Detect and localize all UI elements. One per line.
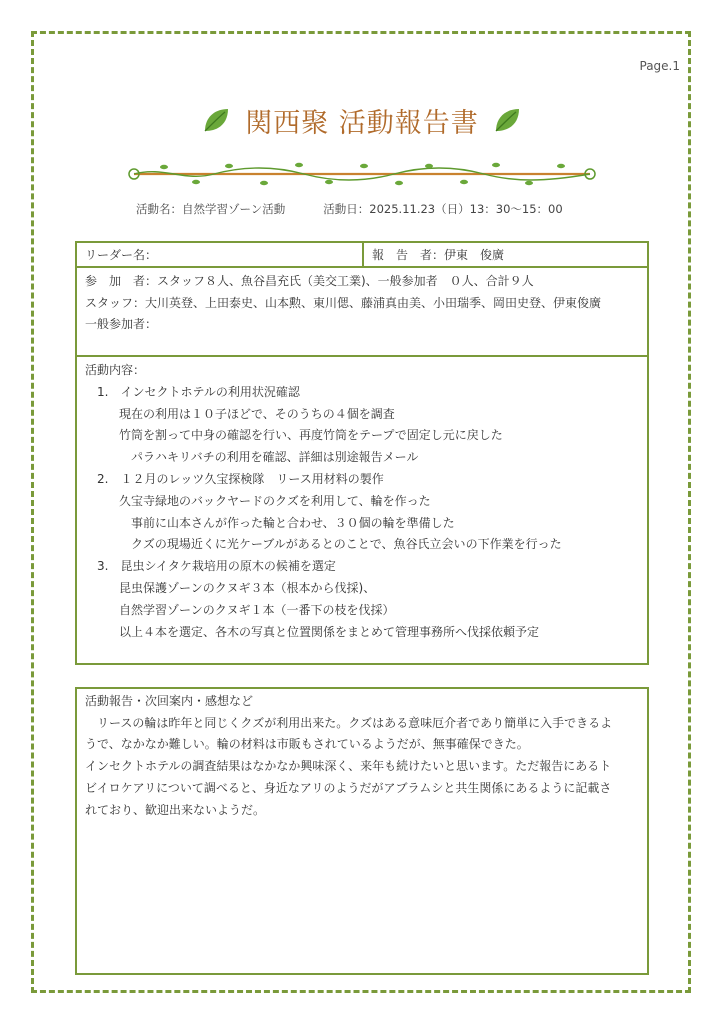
activity-box [75,241,649,665]
participants-line: 参 加 者：スタッフ８人、魚谷昌充氏（美交工業)、一般参加者 ０人、合計９人 [85,274,534,288]
leaf-icon [201,105,231,135]
activity-heading: 活動内容： [85,363,146,377]
report-line: インセクトホテルの調査結果はなかなか興味深く、来年も続けたいと思います。ただ報告にあるト [85,759,612,774]
list-item: パラハキリバチの利用を確認、詳細は別途報告メール [131,450,419,465]
list-item: 3. 昆虫シイタケ栽培用の原木の候補を選定 [97,559,336,574]
general-participants-line: 一般参加者： [85,317,158,331]
vine-decoration [124,156,600,192]
reporter-label: 報 告 者：伊東 俊廣 [372,248,505,262]
list-item: 事前に山本さんが作った輪と合わせ、３０個の輪を準備した [131,515,455,530]
list-item: 久宝寺緑地のバックヤードのクズを利用して、輪を作った [119,493,431,508]
page-title: 関西聚 活動報告書 [245,107,479,139]
list-item: 昆虫保護ゾーンのクヌギ３本（根本から伐採)、 [119,580,376,595]
report-line: うで、なかなか難しい。輪の材料は市販もされているようだが、無事確保できた。 [85,737,529,752]
list-item: 自然学習ゾーンのクヌギ１本（一番下の枝を伐採） [119,602,395,617]
activity-section [77,357,647,646]
page-number: Page.1 [639,59,680,73]
report-line: リースの輪は昨年と同じくクズが利用出来た。クズはある意味厄介者であり簡単に入手できるよ [97,715,613,730]
report-heading: 活動報告・次回案内・感想など [85,694,254,708]
leaf-icon [493,105,523,135]
leader-label: リーダー名： [77,243,364,266]
list-item: 竹筒を割って中身の確認を行い、再度竹筒をテープで固定し元に戻した [119,428,503,443]
list-item: 現在の利用は１０子ほどで、そのうちの４個を調査 [119,406,395,421]
activity-meta [136,201,563,217]
title-row [0,96,724,144]
list-item: クズの現場近くに光ケーブルがあるとのことで、魚谷氏立会いの下作業を行った [131,537,562,552]
header-row [77,243,647,268]
report-box [75,687,649,975]
report-line: ビイロケアリについて調べると、身近なアリのようだがアブラムシと共生関係にあるように記載さ [85,780,612,795]
staff-line: スタッフ：大川英登、上田泰史、山本勲、東川偲、藤浦真由美、小田瑞季、岡田史登、伊東俊廣 [85,295,602,310]
list-item: 以上４本を選定、各木の写真と位置関係をまとめて管理事務所へ伐採依頼予定 [119,624,540,639]
activity-name: 活動名：自然学習ゾーン活動 [136,202,286,216]
list-item: 1. インセクトホテルの利用状況確認 [97,384,300,399]
activity-date: 活動日：2025.11.23（日）13：30〜15：00 [323,202,563,216]
list-item: 2. １２月のレッツ久宝探検隊 リース用材料の製作 [97,471,384,486]
report-line: れており、歓迎出来ないようだ。 [85,802,266,817]
participants-section [77,268,647,357]
